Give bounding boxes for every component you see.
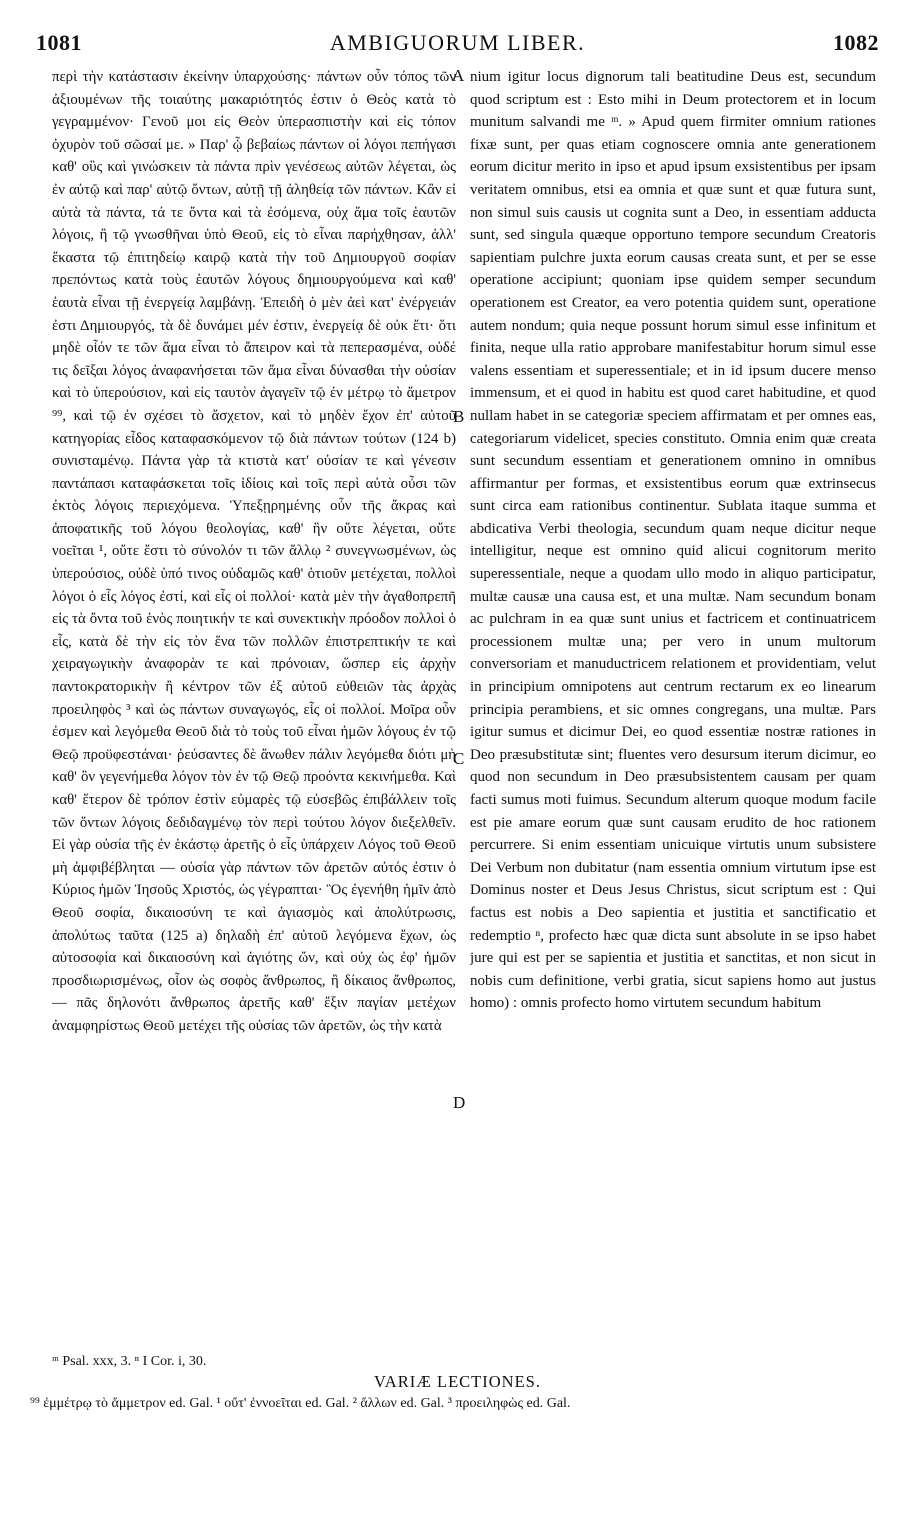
latin-column bbox=[470, 66, 876, 1348]
footnotes: ᵐ Psal. xxx, 3. ⁿ I Cor. i, 30. bbox=[52, 1354, 207, 1369]
running-title: AMBIGUORUM LIBER. bbox=[329, 30, 586, 55]
greek-text: περὶ τὴν κατάστασιν ἐκείνην ὑπαρχούσης· πάντων οὖν τόπος τῶν ἀξιουμένων τῆς τοιαύτης μακαριότητός ἐστιν ὁ Θεὸς κατὰ τὸ γεγραμμένον· Γενοῦ μοι εἰς Θεὸν ὑπερασπιστὴν καὶ εἰς τόπον ὀχυρὸν τοῦ σῶσαί με. » Παρ' ᾧ βεβαίως πάντων οἱ λόγοι πεπήγασι καθ' οὓς καὶ γινώσκειν τὰ πάντα πρὶν γενέσεως αὐτῶν λέγεται, ὡς ἐν αὐτῷ καὶ παρ' αὐτῷ ὄντων, αὐτῇ τῇ ἀληθείᾳ τῶν πάντων. Κἂν εἰ αὐτὰ τὰ πάντα, τά τε ὄντα καὶ τὰ ἐσόμενα, οὐχ ἅμα τοῖς ἑαυτῶν λόγοις, ἢ τῷ γνωσθῆναι ὑπὸ Θεοῦ, εἰς τὸ εἶναι παρήχθησαν, ἀλλ' ἕκαστα τῷ ἐπιτηδείῳ καιρῷ κατὰ τὴν τοῦ Δημιουργοῦ σοφίαν πρεπόντως κατὰ τοὺς ἑαυτῶν λόγους δημιουργούμενα καὶ καθ' ἑαυτὰ εἶναι τῇ ἐνεργείᾳ λαμβάνῃ. Ἐπειδὴ ὁ μὲν ἀεὶ κατ' ἐνέργειάν ἐστι Δημιουργός, τὰ δὲ δυνάμει μέν ἐστιν, ἐνεργείᾳ δὲ οὐκ ἔτι· ὅτι μηδὲ οἷόν τε τῶν ἅμα εἶναι τὸ ἄπειρον καὶ τὰ πεπερασμένα, οὐδέ τις δεῖξαι λόγος ἀναφανήσεται τῶν ἅμα εἶναι δύνασθαι τὴν οὐσίαν καὶ τὸ ὑπερούσιον, καὶ εἰς ταυτὸν ἀγαγεῖν τῷ ἐν μέτρῳ τὸ ἄμετρον ⁹⁹, καὶ τῷ ἐν σχέσει τὸ ἄσχετον, καὶ τὸ μηδὲν ἔχον ἐπ' αὐτοῦ κατηγορίας εἶδος καταφασκόμενον τῷ διὰ πάντων τούτων (124 b) συνισταμένῳ. Πάντα γὰρ τὰ κτιστὰ κατ' οὐσίαν τε καὶ γένεσιν παντάπασι καταφάσκεται τοῖς ἰδίοις καὶ τοῖς περὶ αὐτὰ οὖσι τῶν ἐκτὸς λόγοις περιεχόμενα. Ὑπεξῃρημένης οὖν τῆς ἄκρας καὶ ἀποφατικῆς τοῦ λόγου θεολογίας, καθ' ἣν οὔτε λέγεται, οὔτε νοεῖται ¹, οὔτε ἔστι τὸ σύνολόν τι τῶν ἄλλῳ ² συνεγνωσμένων, ὡς ὑπερούσιος, οὐδὲ ὑπό τινος οὐδαμῶς καθ' ὁτιοῦν μετέχεται, πολλοὶ λόγοι ὁ εἷς λόγος ἐστί, καὶ εἷς οἱ πολλοί· κατὰ μὲν τὴν ἀγαθοπρεπῆ εἰς τὰ ὄντα τοῦ ἑνὸς ποιητικήν τε καὶ συνεκτικὴν πρόοδον πολλοὶ ὁ εἷς, κατὰ δὲ τὴν εἰς τὸν ἕνα τῶν πολλῶν ἐπιστρεπτικήν τε καὶ χειραγωγικὴν ἀναφορὰν τε καὶ πρόνοιαν, ὥσπερ εἰς ἀρχὴν παντοκρατορικὴν ἢ κέντρον τῶν ἐξ αὐτοῦ εὐθειῶν τὰς ἀρχὰς προειληφὸς ³ καὶ ὡς πάντων συναγωγός, εἷς οἱ πολλοί. Μοῖρα οὖν ἐσμεν καὶ λεγόμεθα Θεοῦ διὰ τὸ τοὺς τοῦ εἶναι ἡμῶν λόγους ἐν τῷ Θεῷ προϋφεστάναι· ῥεύσαντες δὲ ἄνωθεν πάλιν λεγόμεθα διότι μὴ καθ' ὃν γεγενήμεθα λόγον τὸν ἐν τῷ Θεῷ προόντα κεκινήμεθα. Καὶ καθ' ἕτερον δὲ τρόπον ἐστὶν εὐμαρὲς τῷ εὐσεβῶς ἐπιβάλλειν τοῖς τῶν ὄντων λόγοις δεδιδαγμένῳ τὸν περὶ τούτου λόγον διεξελθεῖν. Εἰ γὰρ οὐσία τῆς ἐν ἑκάστῳ ἀρετῆς ὁ εἷς ὑπάρχειν Λόγος τοῦ Θεοῦ μὴ ἀμφιβέβληται — οὐσία γὰρ πάντων τῶν ἀρετῶν αὐτός ἐστιν ὁ Κύριος ἡμῶν Ἰησοῦς Χριστός, ὡς γέγραπται· Ὃς ἐγενήθη ἡμῖν ἀπὸ Θεοῦ σοφία, δικαιοσύνη τε καὶ ἁγιασμὸς καὶ ἀπολύτρωσις, ἀπολύτως ταῦτα (125 a) δηλαδὴ ἐπ' αὐτοῦ λεγόμενα ἔχων, ὡς αὐτοσοφία καὶ δικαιοσύνη καὶ ἁγιότης ὤν, καὶ οὐχ ὡς ἐφ' ἡμῶν προσδιωρισμένως, οἷον ὡς σοφὸς ἄνθρωπος, ἢ δίκαιος ἄνθρωπος, — πᾶς δηλονότι ἄνθρωπος ἀρετῆς καθ' ἕξιν παγίαν μετέχων ἀναμφηρίστως Θεοῦ μετέχει τῆς οὐσίας τῶν ἀρετῶν, ὡς τὴν κατὰ bbox=[52, 69, 456, 1034]
variae-lectiones-heading: VARIÆ LECTIONES. bbox=[374, 1372, 541, 1391]
margin-marker-c: C bbox=[453, 749, 465, 768]
greek-column bbox=[52, 66, 456, 1348]
page-number-right: 1082 bbox=[833, 30, 879, 55]
page-header bbox=[36, 30, 879, 62]
variae-lectiones-text: ⁹⁹ ἐμμέτρῳ τὸ ἄμμετρον ed. Gal. ¹ οὔτ' ἐννοεῖται ed. Gal. ² ἄλλων ed. Gal. ³ προειληφὼς ed. Gal. bbox=[30, 1396, 571, 1411]
margin-marker-b: B bbox=[453, 407, 465, 426]
margin-marker-d: D bbox=[453, 1093, 466, 1112]
margin-marker-a: A bbox=[452, 66, 465, 85]
latin-text: nium igitur locus dignorum tali beatitudine Deus est, secundum quod scriptum est : Esto mihi in Deum protectorem et in locum munitum salvandi me ᵐ. » Apud quem firmiter omnium rationes fixæ sunt, per quas etiam cognoscere omnia ante generationem eorum dicitur merito in ipso et apud ipsum exsistentibus per ipsam veritatem omnibus, etsi ea omnia et quæ sunt et quæ futura sunt, non simul suis causis ut cognita sunt a Deo, in essentiam adducta sunt, sed singula quæque opportuno tempore secundum Creatoris sapientiam pulchre juxta eorum causas creata sunt, et per se esse operatione accipiunt; quoniam ipse quidem semper secundum operationem est Creator, ea vero potentia quidem sunt, operatione autem nondum; quia neque possunt horum simul esse infinitum et finita, neque ulla ratio approbare manifestabitur horum simul esse valens essentiam et superessentiale; et in id ipsum ducere menso immensum, et ei quod in habitu est quod caret habitudine, et quod nullam habet in se categoriæ speciem affirmatam et per omnes eas, categoriarum videlicet, species constituto. Omnia enim quæ creata sunt secundum essentiam et generationem omnino in omnibus affirmantur per formas, et exsistentibus eorum quæ extrinsecus sunt circa eam rationibus continentur. Sublata itaque summa et abdicativa Verbi theologia, secundum quam neque dicitur neque intelligitur, neque est omnino quid alicui cognitorum merito superessentiale, neque a quodam ullo modo in aliquo participatur, multæ causæ una causa est, et una multæ. Nam secundum bonam ac pulchram in ea quæ sunt unius et factricem et continuatricem processionem multæ una; per vero in unum multorum conversoriam et manuductricem relationem et providentiam, velut in principium omnipotens aut centrum rectarum ex eo linearum principia perambiens, et sic omnes congregans, una multæ. Pars igitur sumus et dicimur Dei, eo quod essentiæ nostræ rationes in Deo præsubstitutæ sint; fluentes vero desursum iterum dicimur, eo quod non secundum in Deo præsubsistentem causam per quam facti sumus moti fuimus. Secundum alterum quoque modum facile est pie amare eorum quæ sunt causam erudito de hoc rationem percurrere. Si enim essentiam unicuique virtutis unum subsistere Dei Verbum non dubitatur (nam essentia omnium virtutum ipse est Dominus noster et Deus Jesus Christus, sicut scriptum est : Qui factus est nobis a Deo sapientia et justitia et sanctificatio et redemptio ⁿ, profecto hæc quæ dicta sunt absolute in se ipso habet jure qui est per se sapientia et justitia et sanctitas, et non sicut in nobis cum definitione, verbi gratia, sicut sapiens homo aut justus homo) : omnis profecto homo virtutem secundum habitum bbox=[470, 69, 876, 1012]
page-number-left: 1081 bbox=[36, 30, 82, 55]
